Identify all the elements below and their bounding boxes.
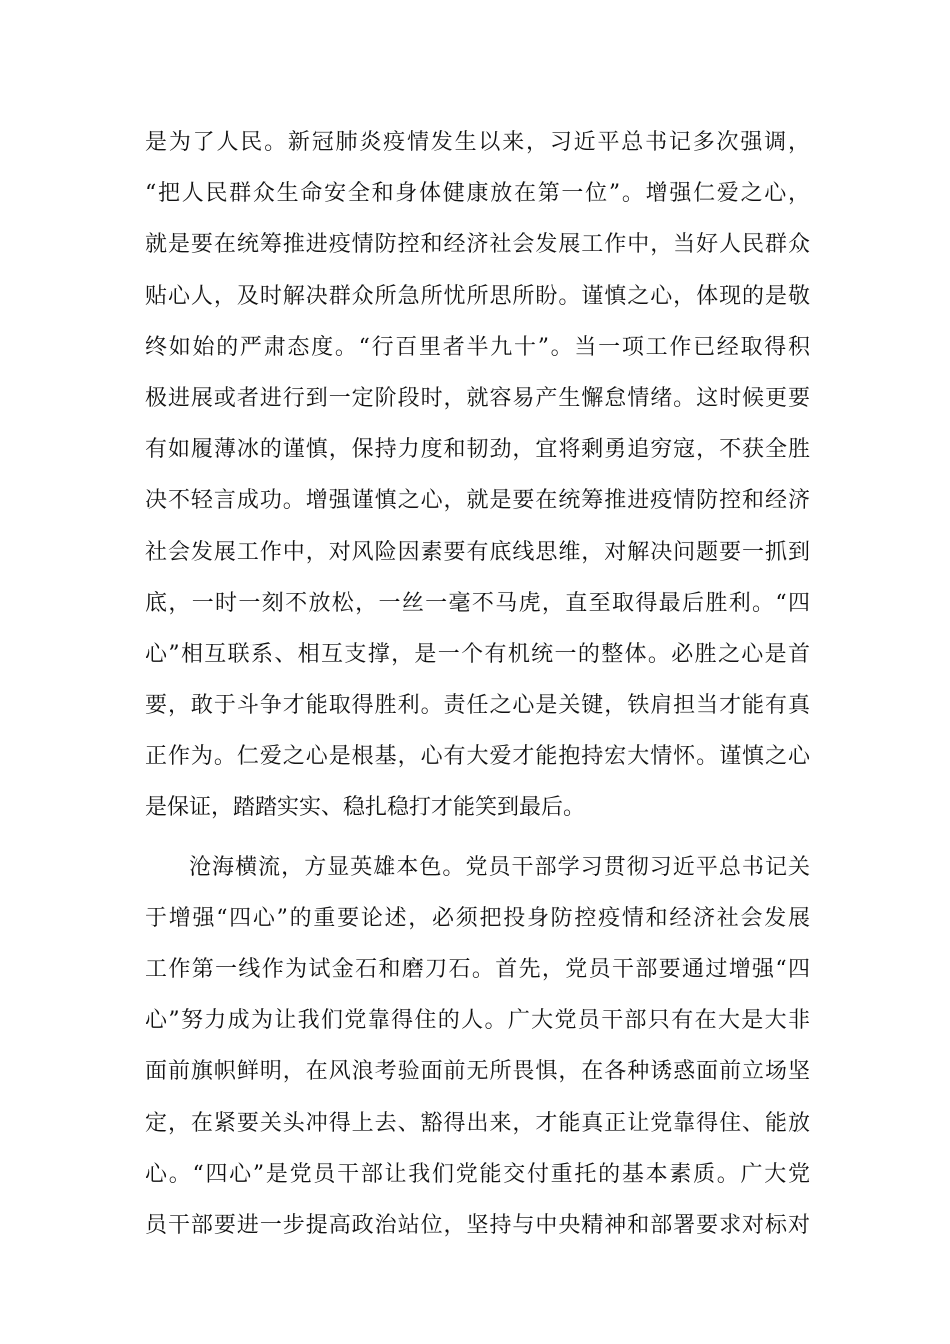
paragraph-gap	[145, 834, 810, 842]
text-line: 工作第一线作为试金石和磨刀石。首先，党员干部要通过增强“四	[145, 957, 810, 982]
text-line: 终如始的严肃态度。“行百里者半九十”。当一项工作已经取得积	[145, 334, 810, 360]
text-line: 心。“四心”是党员干部让我们党能交付重托的基本素质。广大党	[145, 1161, 810, 1187]
text-line: 就是要在统筹推进疫情防控和经济社会发展工作中，当好人民群众	[145, 232, 810, 258]
text-line: 底，一时一刻不放松，一丝一毫不马虎，直至取得最后胜利。“四	[145, 590, 810, 616]
text-line: 决不轻言成功。增强谨慎之心，就是要在统筹推进疫情防控和经济	[145, 488, 810, 514]
text-line: 定，在紧要关头冲得上去、豁得出来，才能真正让党靠得住、能放	[145, 1110, 810, 1136]
text-line: 沧海横流，方显英雄本色。党员干部学习贯彻习近平总书记关	[189, 854, 810, 880]
text-line: 贴心人，及时解决群众所急所忧所思所盼。谨慎之心，体现的是敬	[145, 283, 810, 309]
text-line: 要，敢于斗争才能取得胜利。责任之心是关键，铁肩担当才能有真	[145, 693, 810, 719]
text-line: 正作为。仁爱之心是根基，心有大爱才能抱持宏大情怀。谨慎之心	[145, 744, 810, 770]
text-line: 有如履薄冰的谨慎，保持力度和韧劲，宜将剩勇追穷寇，不获全胜	[145, 437, 810, 463]
text-line: 社会发展工作中，对风险因素要有底线思维，对解决问题要一抓到	[145, 539, 810, 565]
text-line: 心”相互联系、相互支撑，是一个有机统一的整体。必胜之心是首	[145, 641, 810, 667]
body-text	[145, 117, 810, 1251]
text-line: 心”努力成为让我们党靠得住的人。广大党员干部只有在大是大非	[145, 1008, 810, 1034]
text-line: 极进展或者进行到一定阶段时，就容易产生懈怠情绪。这时候更要	[145, 385, 810, 411]
text-line: 是为了人民。新冠肺炎疫情发生以来，习近平总书记多次强调，	[145, 130, 810, 155]
text-line: 员干部要进一步提高政治站位，坚持与中央精神和部署要求对标对	[145, 1212, 810, 1238]
text-line: 于增强“四心”的重要论述，必须把投身防控疫情和经济社会发展	[145, 905, 810, 931]
text-line: “把人民群众生命安全和身体健康放在第一位”。增强仁爱之心，	[145, 181, 810, 207]
paragraph-1	[145, 117, 810, 834]
text-line: 面前旗帜鲜明，在风浪考验面前无所畏惧，在各种诱惑面前立场坚	[145, 1059, 810, 1085]
text-line: 是保证，踏踏实实、稳扎稳打才能笑到最后。	[145, 795, 586, 821]
paragraph-2	[145, 842, 810, 1252]
